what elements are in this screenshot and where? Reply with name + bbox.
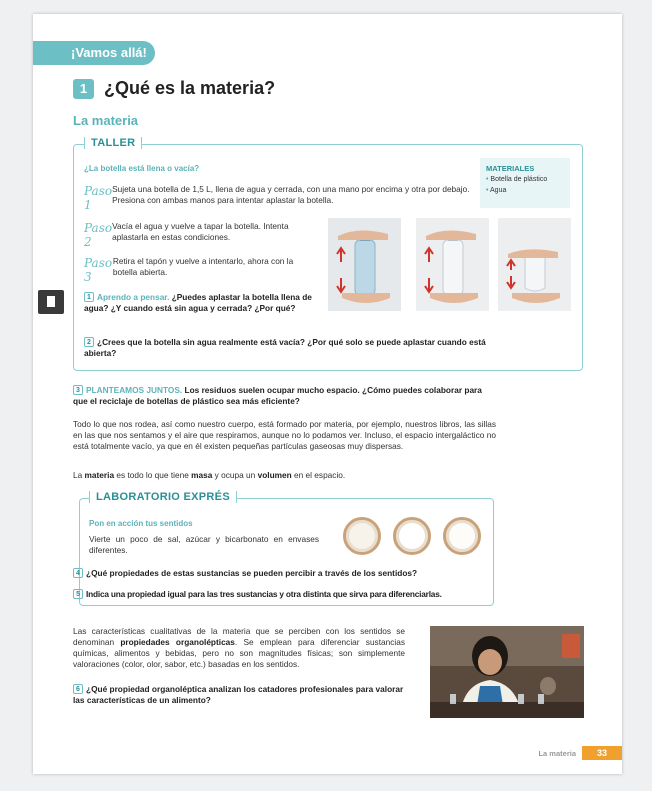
materials-box (480, 158, 570, 208)
definition-materia: La materia es todo lo que tiene masa y ocupa un volumen en el espacio. (73, 470, 346, 480)
sugar-bowl (393, 517, 431, 555)
question-number: 2 (84, 337, 94, 347)
taller-question: ¿La botella está llena o vacía? (84, 164, 200, 173)
book-page (33, 14, 622, 774)
question-number: 4 (73, 568, 83, 578)
question-2 (84, 337, 504, 359)
question-number: 1 (84, 292, 94, 302)
question-text: ¿Puedes aplastar la botella llena de agua? ¿Y cuando está sin agua y cerrada? ¿Por qué? (84, 292, 312, 313)
question-text: ¿Qué propiedades de estas sustancias se pueden percibir a través de los sentidos? (86, 568, 418, 578)
lab-instructions: Vierte un poco de sal, azúcar y bicarbonato en envases diferentes. (89, 534, 319, 555)
paragraph-organolepticas: Las características cualitativas de la materia que se perciben con los sentidos se denominan propiedades organolépticas. Se emplean para diferenciar sustancias químicas, alimentos y bebidas, pero no son magnitudes físicas; son simplemente valoraciones (color, olor, sabor, etc.) basadas en los sentidos. (73, 626, 405, 669)
taster-photo (430, 626, 584, 718)
bottle-open-image (498, 218, 571, 311)
section-heading (73, 78, 275, 99)
question-number: 5 (73, 589, 83, 599)
taller-label: TALLER (84, 137, 142, 149)
question-4 (73, 568, 493, 579)
step-1 (84, 184, 474, 212)
step-label: Paso 1 (84, 184, 113, 212)
taster-image (430, 626, 584, 718)
bottle-photo-full (328, 218, 401, 311)
question-text: ¿Qué propiedad organoléptica analizan los catadores profesionales para valorar las características de un alimento? (73, 684, 404, 705)
question-number: 6 (73, 684, 83, 694)
question-text: Los residuos suelen ocupar mucho espacio. ¿Cómo puedes colaborar para que el reciclaje de botellas de plástico sea más eficiente? (73, 385, 482, 406)
step-label: Paso 3 (84, 256, 113, 284)
step-text: Retira el tapón y vuelve a intentarlo, ahora con la botella abierta. (112, 256, 294, 277)
document-icon[interactable] (38, 290, 64, 314)
step-text: Vacía el agua y vuelve a tapar la botella. Intenta aplastarla en estas condiciones. (112, 221, 289, 242)
bicarbonate-bowl (443, 517, 481, 555)
question-6 (73, 684, 405, 706)
paragraph-materia: Todo lo que nos rodea, así como nuestro cuerpo, está formado por materia, por ejemplo, nuestros libros, las sillas en las que nos sentamos y el aire que respiramos, aunque no lo podamos ver. Incluso, el espacio intergaláctico no está totalmente vacío, ya que en él existen pequeñas partículas gaseosas muy dispersas. (73, 419, 496, 451)
page-number: 33 (582, 746, 622, 760)
bottle-photo-empty-closed (416, 218, 489, 311)
step-3 (84, 256, 314, 284)
question-heading: Aprendo a pensar. (97, 292, 170, 302)
section-title: ¿Qué es la materia? (104, 78, 276, 98)
bottle-photo-open (498, 218, 571, 311)
question-text: ¿Crees que la botella sin agua realmente está vacía? ¿Por qué solo se puede aplastar cuando está abierta? (84, 337, 486, 358)
materials-item: • Agua (486, 187, 507, 194)
bottle-empty-image (416, 218, 489, 311)
materials-title: MATERIALES (486, 164, 535, 173)
page-footer (538, 746, 622, 760)
section-number: 1 (73, 79, 94, 99)
question-heading: PLANTEAMOS JUNTOS. (86, 385, 183, 395)
subheading: La materia (73, 113, 139, 128)
lab-label: LABORATORIO EXPRÉS (89, 491, 237, 503)
question-1 (84, 292, 318, 314)
question-text: Indica una propiedad igual para las tres sustancias y otra distinta que sirva para diferenciarlas. (86, 589, 442, 599)
bottle-full-image (328, 218, 401, 311)
lab-subheading: Pon en acción tus sentidos (89, 519, 193, 528)
materials-item: • Botella de plástico (486, 176, 548, 183)
step-text: Sujeta una botella de 1,5 L, llena de agua y cerrada, con una mano por encima y otra por debajo. Presiona con ambas manos para intentar aplastar la botella. (112, 184, 470, 205)
question-3 (73, 385, 498, 407)
salt-bowl (343, 517, 381, 555)
question-number: 3 (73, 385, 83, 395)
step-2 (84, 221, 314, 249)
question-5 (73, 589, 493, 600)
step-label: Paso 2 (84, 221, 113, 249)
footer-label: La materia (538, 748, 576, 758)
section-banner: ¡Vamos allá! (33, 41, 155, 65)
